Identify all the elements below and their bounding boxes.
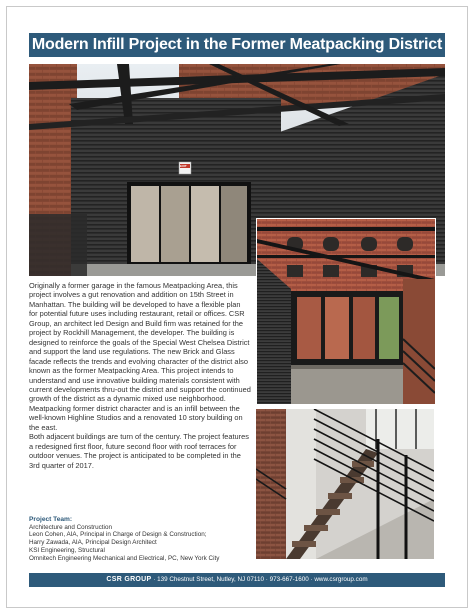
project-team-title: Project Team: bbox=[29, 516, 73, 523]
project-team bbox=[29, 516, 259, 562]
team-member: Leon Cohen, AIA, Principal in Charge of Design & Construction; bbox=[29, 531, 207, 539]
team-member: KSI Engineering, Structural bbox=[29, 546, 105, 554]
project-description bbox=[29, 281, 251, 470]
exit-sign-text: EXIT bbox=[180, 164, 187, 168]
team-member: Architecture and Construction bbox=[29, 523, 112, 531]
team-member: Omnitech Engineering Mechanical and Electrical, PC, New York City bbox=[29, 554, 220, 562]
footer-contact: · 139 Chestnut Street, Nutley, NJ 07110 · 973-667-1600 · www.csrgroup.com bbox=[153, 576, 368, 583]
team-member: Harry Zawada, AIA, Principal Design Architect bbox=[29, 539, 157, 547]
page-title: Modern Infill Project in the Former Meatpacking District bbox=[29, 33, 445, 57]
footer-bar bbox=[29, 573, 445, 587]
description-paragraph: Both adjacent buildings are turn of the century. The project features a redesigned first floor, future second floor with roof terraces for outdoor venues. The project is anticipated to be completed in the 3rd quarter of 2017. bbox=[29, 432, 249, 470]
description-paragraph: Originally a former garage in the famous Meatpacking Area, this project involves a gut renovation and addition on 15th Street in Manhattan. The building will be developed to have a flexible plan for potential future uses including restaurant, retail or offices. CSR Group, an architect led Design and Build firm was retained for the project by Rockhill Management, the developer. The building is designed to reinforce the goals of the Special West Chelsea District and support the land use regulations. The new Brick and Glass facade reflects the trends and evolving character of the district also known as the former Meatpacking Area. This project intends to understand and use innovative building materials consistent with current developments thru-out the district and support the continued growth of the district as a dynamic mixed use neighborhood. Meatpacking former district character and is an infill between the well-known Highline Studios and a renovated 10 story building on the east. bbox=[29, 281, 251, 432]
stair-photo bbox=[256, 409, 434, 559]
facade-photo bbox=[256, 218, 436, 405]
footer-brand: CSR GROUP bbox=[106, 576, 152, 583]
